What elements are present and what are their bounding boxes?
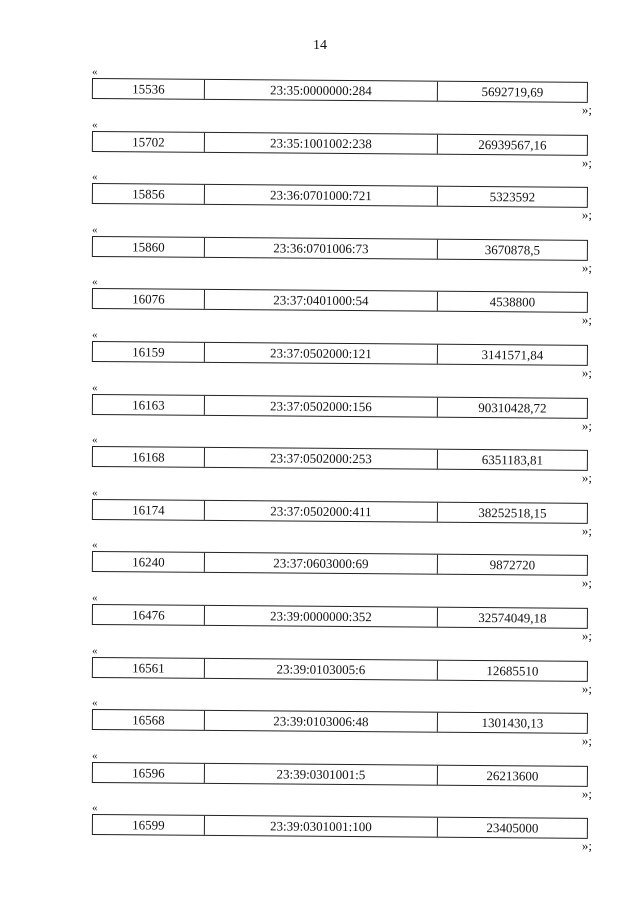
row-number: 15860 [93,237,205,257]
value: 90310428,72 [478,399,547,416]
open-quote: « [92,591,98,604]
cadastral-number: 23:39:0000000:352 [205,606,438,627]
entry [88,539,594,592]
page-number: 14 [313,38,327,53]
entry [88,276,594,329]
row-number: 16076 [93,289,205,309]
cadastral-number: 23:36:0701000:721 [205,185,438,206]
entry [88,697,594,750]
value: 3141571,84 [481,347,544,363]
close-quote: »; [581,470,592,486]
value: 12685510 [486,662,539,679]
cadastral-number: 23:37:0502000:156 [205,395,438,416]
cadastral-number: 23:37:0401000:54 [205,290,438,311]
row-number: 15536 [93,79,205,99]
row-number: 15856 [93,184,205,204]
entry [88,119,594,172]
close-quote: »; [581,154,592,170]
entry [88,224,594,277]
entry [88,171,594,224]
open-quote: « [92,118,98,131]
entries-list [88,66,594,855]
value: 26939567,16 [478,136,547,153]
table-row [92,131,588,156]
cadastral-number: 23:37:0502000:253 [205,448,438,469]
open-quote: « [92,66,98,78]
entry [88,645,594,698]
open-quote: « [92,328,98,341]
close-quote: »; [581,838,592,854]
close-quote: »; [581,575,592,591]
value: 26213600 [486,767,539,784]
cadastral-number: 23:39:0301001:100 [205,816,438,837]
close-quote: »; [581,522,592,538]
entry [88,382,594,435]
row-number: 16168 [93,447,205,467]
value: 32574049,18 [478,609,547,626]
cadastral-number: 23:39:0301001:5 [205,764,438,785]
entry [88,487,594,540]
value: 4538800 [489,294,536,310]
table-row [92,657,588,682]
close-quote: »; [581,785,592,801]
table-row [92,394,588,419]
cadastral-number: 23:39:0103006:48 [205,711,438,732]
table-row [92,551,588,576]
entry [88,329,594,382]
table-row [92,604,588,629]
table-row [92,78,588,103]
table-row [92,341,588,366]
close-quote: »; [581,364,592,380]
table-row [92,814,588,839]
entry [88,592,594,645]
table-row [92,762,588,787]
cadastral-number: 23:35:1001002:238 [205,132,438,153]
close-quote: »; [581,102,592,117]
value: 1301430,13 [481,715,544,731]
cadastral-number: 23:35:0000000:284 [205,80,438,101]
close-quote: »; [581,312,592,328]
close-quote: »; [581,417,592,433]
value: 23405000 [486,820,539,836]
open-quote: « [92,276,98,289]
row-number: 16599 [93,815,205,835]
value: 38252518,15 [478,504,547,521]
row-number: 16159 [93,342,205,362]
value: 5323592 [489,189,536,205]
row-number: 16596 [93,763,205,783]
value: 5692719,69 [481,84,544,100]
table-row [92,709,588,734]
value: 6351183,81 [481,452,544,468]
table-row [92,499,588,524]
open-quote: « [92,223,98,236]
table-row [92,288,588,313]
close-quote: »; [581,259,592,275]
cadastral-number: 23:37:0502000:121 [205,343,438,364]
open-quote: « [92,381,98,394]
row-number: 16476 [93,605,205,625]
close-quote: »; [581,627,592,643]
row-number: 16561 [93,658,205,678]
close-quote: »; [581,207,592,223]
row-number: 16174 [93,500,205,520]
table-row [92,236,588,261]
entry [88,802,594,855]
open-quote: « [92,171,98,184]
cadastral-number: 23:37:0603000:69 [205,553,438,574]
cadastral-number: 23:36:0701006:73 [205,238,438,259]
row-number: 16568 [93,710,205,730]
value: 3670878,5 [484,241,541,258]
open-quote: « [92,802,98,815]
open-quote: « [92,697,98,710]
open-quote: « [92,434,98,447]
table-row [92,183,588,208]
row-number: 16240 [93,552,205,572]
cadastral-number: 23:39:0103005:6 [205,658,438,679]
entry [88,750,594,803]
open-quote: « [92,644,98,657]
row-number: 15702 [93,132,205,152]
entry [88,66,594,119]
open-quote: « [92,486,98,499]
open-quote: « [92,539,98,552]
close-quote: »; [581,680,592,696]
value: 9872720 [489,557,536,573]
entry [88,434,594,487]
open-quote: « [92,749,98,762]
row-number: 16163 [93,395,205,415]
cadastral-number: 23:37:0502000:411 [205,501,438,522]
close-quote: »; [581,733,592,749]
table-row [92,446,588,471]
